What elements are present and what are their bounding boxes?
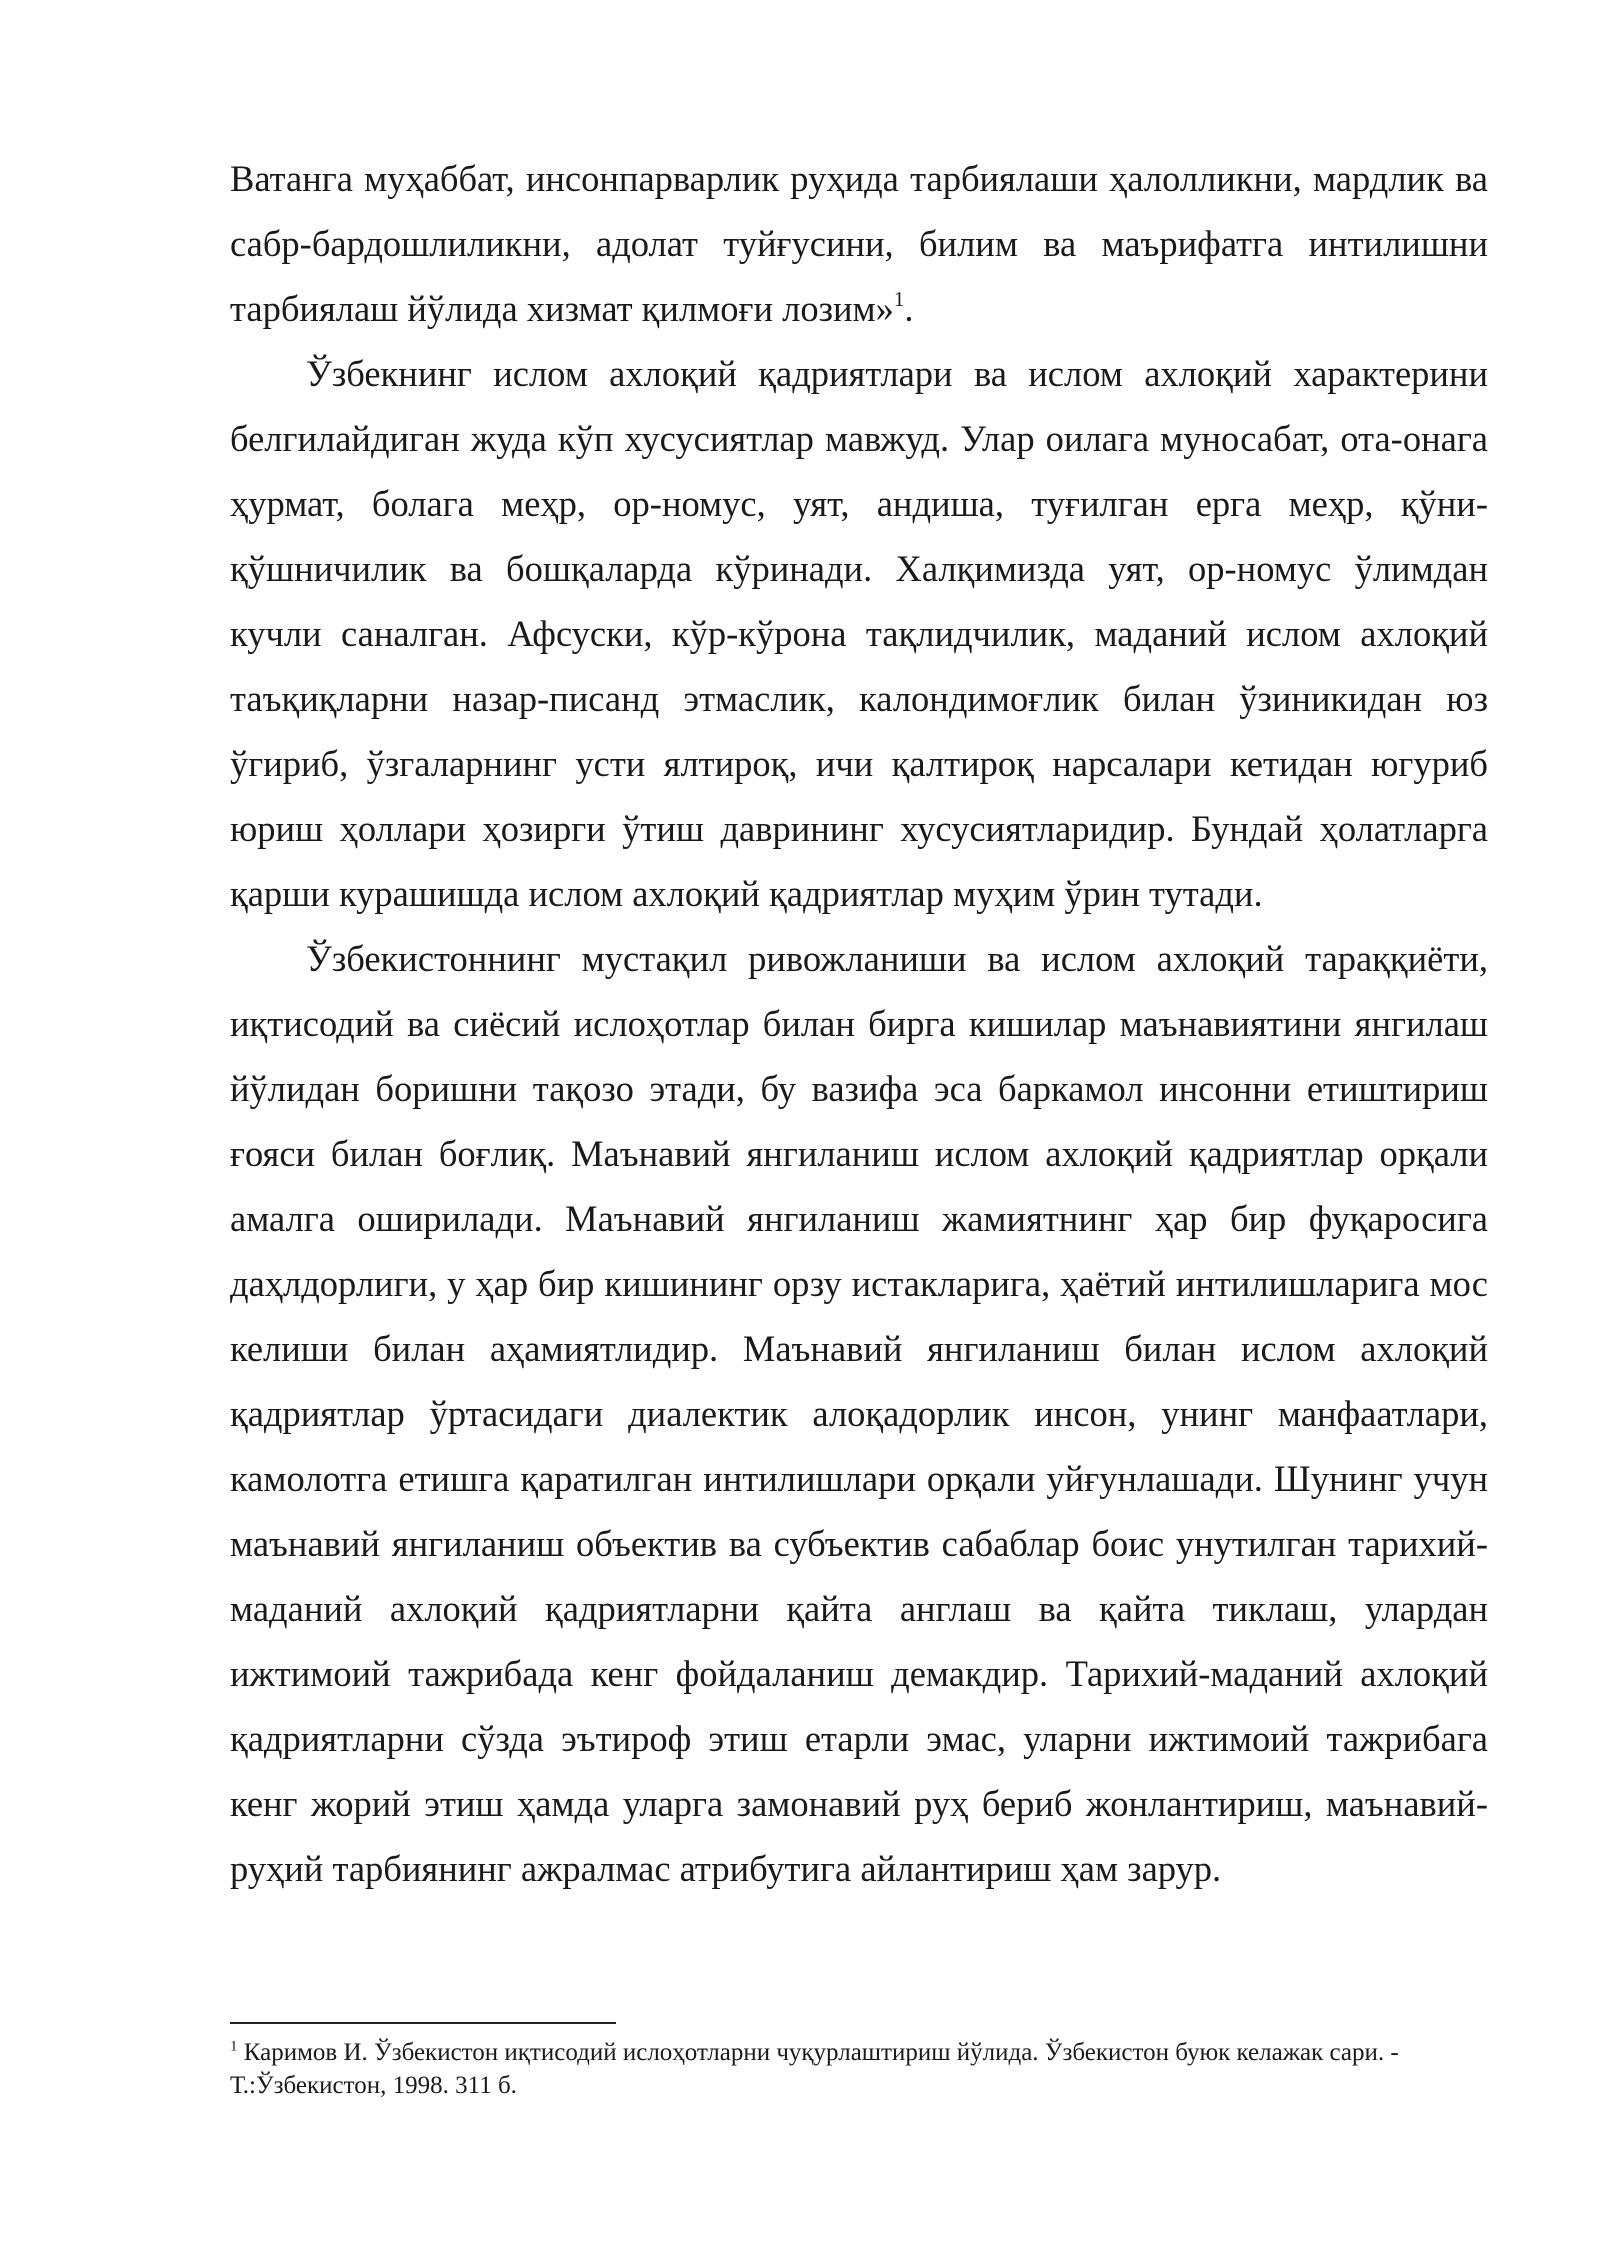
paragraph-1-end-punctuation: . xyxy=(904,288,914,329)
footnote-marker: 1 xyxy=(230,2038,238,2055)
body-text xyxy=(230,146,1488,1901)
footnote-text: Каримов И. Ўзбекистон иқтисодий ислоҳотларни чуқурлаштириш йўлида. Ўзбекистон буюк келажак сари. - Т.:Ўзбекистон, 1998. 311 б. xyxy=(230,2039,1399,2099)
paragraph-1 xyxy=(230,146,1488,341)
footnote-separator xyxy=(230,2022,616,2024)
footnote xyxy=(230,2036,1488,2102)
footnote-reference[interactable]: 1 xyxy=(893,286,905,311)
paragraph-2: Ўзбекнинг ислом ахлоқий қадриятлари ва ислом ахлоқий характерини белгилайдиган жуда кўп хусусиятлар мавжуд. Улар оилага муносабат, ота-онага ҳурмат, болага меҳр, ор-номус, уят, андиша, туғилган ерга меҳр, қўни-қўшничилик ва бошқаларда кўринади. Халқимизда уят, ор-номус ўлимдан кучли саналган. Афсуски, кўр-кўрона тақлидчилик, маданий ислом ахлоқий таъқиқларни назар-писанд этмаслик, калондимоғлик билан ўзиникидан юз ўгириб, ўзгаларнинг усти ялтироқ, ичи қалтироқ нарсалари кетидан югуриб юриш ҳоллари ҳозирги ўтиш даврининг хусусиятларидир. Бундай ҳолатларга қарши курашишда ислом ахлоқий қадриятлар муҳим ўрин тутади. xyxy=(230,353,1488,914)
paragraph-1-text: Ватанга муҳаббат, инсонпарварлик руҳида тарбиялаши ҳалолликни, мардлик ва сабр-бардошлиликни, адолат туйғусини, билим ва маърифатга интилишни тарбиялаш йўлида хизмат қилмоғи лозим» xyxy=(230,158,1488,329)
paragraph-3: Ўзбекистоннинг мустақил ривожланиши ва ислом ахлоқий тараққиёти, иқтисодий ва сиёсий ислоҳотлар билан бирга кишилар маънавиятини янгилаш йўлидан боришни тақозо этади, бу вазифа эса баркамол инсонни етиштириш ғояси билан боғлиқ. Маънавий янгиланиш ислом ахлоқий қадриятлар орқали амалга оширилади. Маънавий янгиланиш жамиятнинг ҳар бир фуқаросига даҳлдорлиги, у ҳар бир кишининг орзу истакларига, ҳаётий интилишларига мос келиши билан аҳамиятлидир. Маънавий янгиланиш билан ислом ахлоқий қадриятлар ўртасидаги диалектик алоқадорлик инсон, унинг манфаатлари, камолотга етишга қаратилган интилишлари орқали уйғунлашади. Шунинг учун маънавий янгиланиш объектив ва субъектив сабаблар боис унутилган тарихий-маданий ахлоқий қадриятларни қайта англаш ва қайта тиклаш, улардан ижтимоий тажрибада кенг фойдаланиш демакдир. Тарихий-маданий ахлоқий қадриятларни сўзда эътироф этиш етарли эмас, уларни ижтимоий тажрибага кенг жорий этиш ҳамда уларга замонавий руҳ бериб жонлантириш, маънавий-руҳий тарбиянинг ажралмас атрибутига айлантириш ҳам зарур. xyxy=(230,938,1488,1889)
